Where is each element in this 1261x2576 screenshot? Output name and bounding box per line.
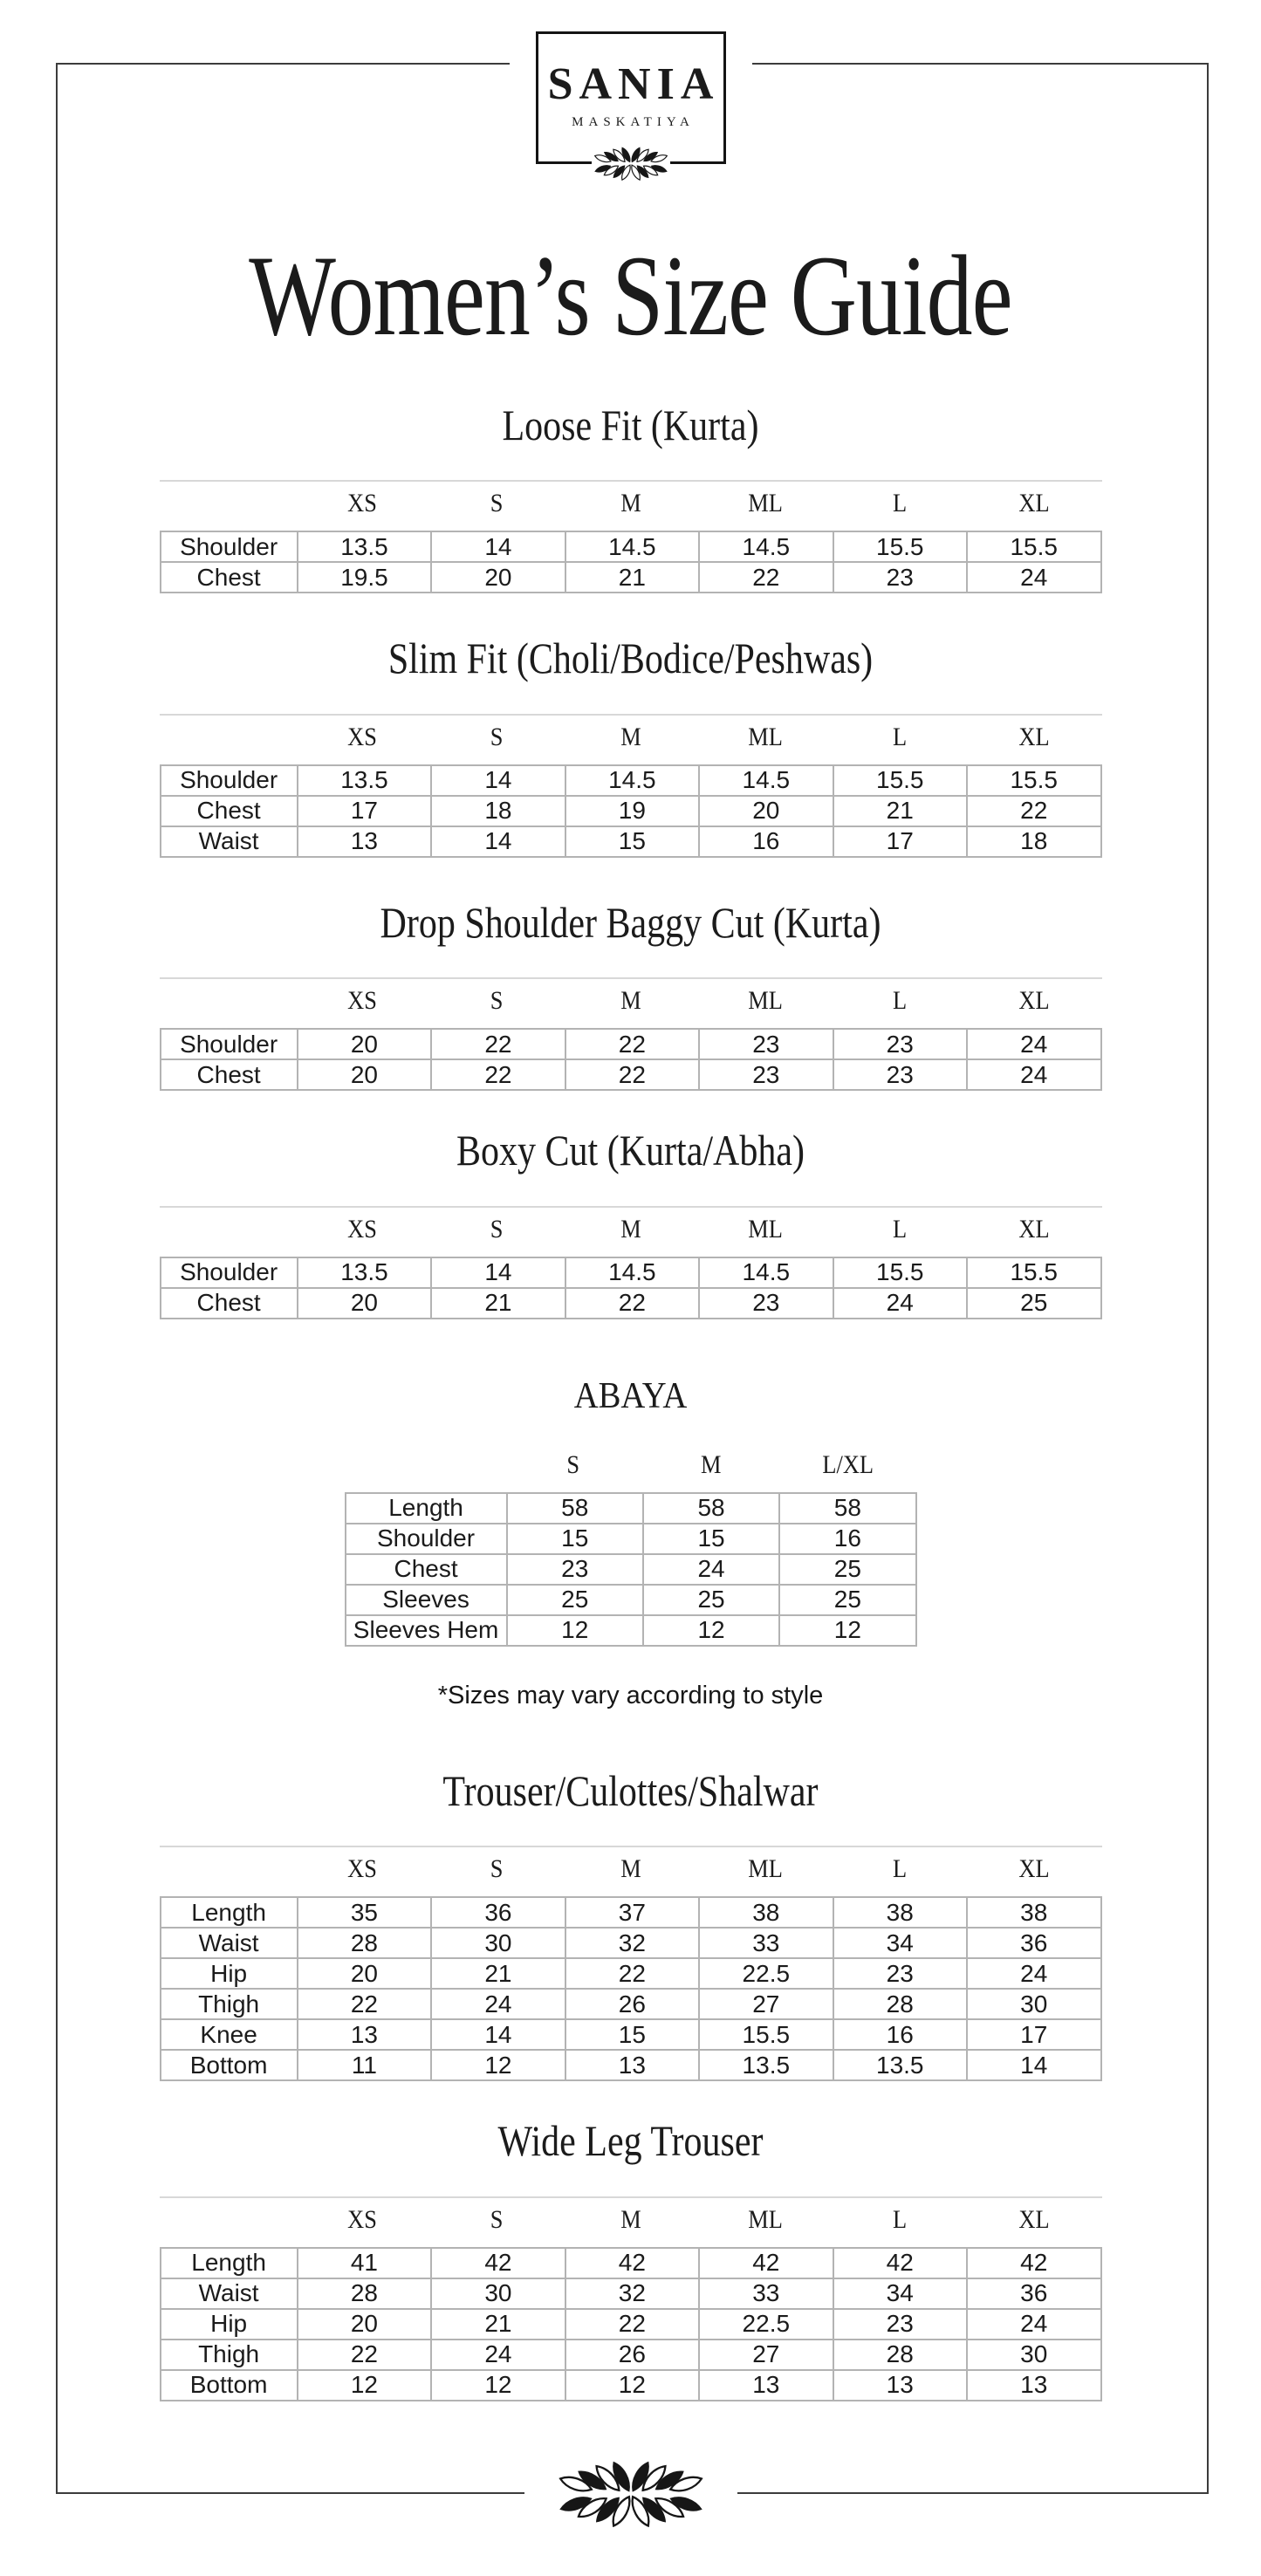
row-label: Shoulder xyxy=(346,1524,507,1554)
row-label: Waist xyxy=(161,1928,298,1958)
size-value-cell: 14.5 xyxy=(565,765,699,796)
section-title: Boxy Cut (Kurta/Abha) xyxy=(456,1126,805,1175)
section-title: Trouser/Culottes/Shalwar xyxy=(442,1765,819,1815)
size-value-cell: 23 xyxy=(507,1554,643,1585)
size-value-cell: 12 xyxy=(565,2370,699,2401)
size-value-cell: 42 xyxy=(565,2248,699,2278)
size-value-cell: 21 xyxy=(565,562,699,593)
size-value-cell: 14 xyxy=(431,765,565,796)
column-header: M xyxy=(620,722,641,751)
size-value-cell: 23 xyxy=(833,562,967,593)
size-value-cell: 16 xyxy=(699,826,833,857)
size-value-cell: 24 xyxy=(967,1059,1101,1090)
size-value-cell: 42 xyxy=(967,2248,1101,2278)
size-value-cell: 36 xyxy=(431,1897,565,1928)
page-title: Women’s Size Guide xyxy=(249,231,1012,360)
column-header: M xyxy=(700,1449,722,1479)
size-value-cell: 15.5 xyxy=(699,2019,833,2050)
row-label: Hip xyxy=(161,1958,298,1989)
row-label: Shoulder xyxy=(161,531,298,562)
column-header: XL xyxy=(1018,722,1051,751)
size-value-cell: 12 xyxy=(643,1615,779,1646)
size-value-cell: 41 xyxy=(298,2248,431,2278)
size-value-cell: 25 xyxy=(643,1585,779,1615)
column-header: XS xyxy=(347,1854,377,1884)
row-label: Length xyxy=(346,1493,507,1524)
size-value-cell: 34 xyxy=(833,2278,967,2309)
row-label: Chest xyxy=(161,562,298,593)
size-value-cell: 12 xyxy=(298,2370,431,2401)
size-value-cell: 14.5 xyxy=(565,531,699,562)
size-value-cell: 25 xyxy=(779,1554,915,1585)
size-value-cell: 14.5 xyxy=(699,531,833,562)
size-value-cell: 13 xyxy=(298,826,431,857)
section-title: Wide Leg Trouser xyxy=(497,2116,764,2166)
row-label: Sleeves Hem xyxy=(346,1615,507,1646)
size-value-cell: 30 xyxy=(967,2340,1101,2370)
column-header: ML xyxy=(748,986,784,1016)
size-value-cell: 23 xyxy=(833,1059,967,1090)
column-header: XS xyxy=(347,1214,377,1243)
column-header: XS xyxy=(347,722,377,751)
size-value-cell: 20 xyxy=(298,1288,431,1319)
brand-tagline: MASKATIYA xyxy=(572,115,695,129)
size-value-cell: 15 xyxy=(565,826,699,857)
size-value-cell: 19 xyxy=(565,796,699,826)
size-value-cell: 15.5 xyxy=(967,1257,1101,1288)
size-value-cell: 14 xyxy=(431,826,565,857)
column-header: M xyxy=(620,2204,641,2234)
size-value-cell: 20 xyxy=(298,2309,431,2340)
size-value-cell: 22 xyxy=(565,1059,699,1090)
size-value-cell: 13.5 xyxy=(298,531,431,562)
column-header: L xyxy=(893,986,908,1016)
size-value-cell: 23 xyxy=(699,1029,833,1059)
column-header: XL xyxy=(1018,986,1051,1016)
brand-logo xyxy=(510,31,752,164)
size-value-cell: 58 xyxy=(779,1493,915,1524)
size-value-cell: 22 xyxy=(298,2340,431,2370)
row-label: Shoulder xyxy=(161,1257,298,1288)
size-value-cell: 36 xyxy=(967,2278,1101,2309)
size-value-cell: 15.5 xyxy=(967,765,1101,796)
size-value-cell: 15 xyxy=(643,1524,779,1554)
size-value-cell: 14.5 xyxy=(565,1257,699,1288)
size-value-cell: 13.5 xyxy=(833,2050,967,2080)
size-value-cell: 24 xyxy=(967,2309,1101,2340)
size-value-cell: 23 xyxy=(833,1958,967,1989)
size-value-cell: 24 xyxy=(431,1989,565,2019)
column-header: XL xyxy=(1018,1854,1051,1884)
row-label: Thigh xyxy=(161,1989,298,2019)
size-value-cell: 13 xyxy=(833,2370,967,2401)
column-header: S xyxy=(490,489,504,518)
column-header: ML xyxy=(748,1214,784,1243)
size-value-cell: 58 xyxy=(507,1493,643,1524)
size-value-cell: 22 xyxy=(431,1059,565,1090)
column-header: XL xyxy=(1018,1214,1051,1243)
column-header: M xyxy=(620,1854,641,1884)
size-value-cell: 19.5 xyxy=(298,562,431,593)
size-value-cell: 15.5 xyxy=(833,531,967,562)
size-value-cell: 32 xyxy=(565,1928,699,1958)
column-header: L xyxy=(893,2204,908,2234)
size-value-cell: 24 xyxy=(431,2340,565,2370)
size-value-cell: 28 xyxy=(833,2340,967,2370)
size-value-cell: 30 xyxy=(431,1928,565,1958)
row-label: Chest xyxy=(161,1288,298,1319)
size-value-cell: 38 xyxy=(967,1897,1101,1928)
size-value-cell: 42 xyxy=(699,2248,833,2278)
size-value-cell: 14 xyxy=(431,1257,565,1288)
laurel-ornament-icon xyxy=(524,2457,737,2531)
size-value-cell: 15.5 xyxy=(967,531,1101,562)
size-value-cell: 15 xyxy=(565,2019,699,2050)
size-value-cell: 22.5 xyxy=(699,2309,833,2340)
sizes-note: *Sizes may vary according to style xyxy=(437,1681,824,1709)
row-label: Bottom xyxy=(161,2050,298,2080)
size-value-cell: 20 xyxy=(298,1059,431,1090)
size-value-cell: 20 xyxy=(298,1029,431,1059)
size-value-cell: 27 xyxy=(699,2340,833,2370)
size-value-cell: 20 xyxy=(431,562,565,593)
size-value-cell: 22 xyxy=(298,1989,431,2019)
size-value-cell: 37 xyxy=(565,1897,699,1928)
size-value-cell: 14 xyxy=(431,531,565,562)
section-title: Loose Fit (Kurta) xyxy=(502,400,759,449)
size-value-cell: 13 xyxy=(298,2019,431,2050)
size-value-cell: 28 xyxy=(298,2278,431,2309)
size-value-cell: 16 xyxy=(779,1524,915,1554)
size-value-cell: 27 xyxy=(699,1989,833,2019)
column-header: ML xyxy=(748,722,784,751)
row-label: Bottom xyxy=(161,2370,298,2401)
brand-name: SANIA xyxy=(547,59,720,109)
size-value-cell: 13 xyxy=(699,2370,833,2401)
section-title: Drop Shoulder Baggy Cut (Kurta) xyxy=(380,897,881,947)
column-header: S xyxy=(490,722,504,751)
size-value-cell: 25 xyxy=(967,1288,1101,1319)
row-label: Chest xyxy=(346,1554,507,1585)
column-header: XS xyxy=(347,489,377,518)
row-label: Sleeves xyxy=(346,1585,507,1615)
column-header: M xyxy=(620,1214,641,1243)
laurel-ornament-icon xyxy=(579,145,682,182)
section-title: Slim Fit (Choli/Bodice/Peshwas) xyxy=(387,634,874,683)
size-value-cell: 13.5 xyxy=(298,765,431,796)
size-value-cell: 14 xyxy=(967,2050,1101,2080)
size-value-cell: 15.5 xyxy=(833,1257,967,1288)
size-value-cell: 34 xyxy=(833,1928,967,1958)
size-value-cell: 24 xyxy=(643,1554,779,1585)
column-header: ML xyxy=(748,2204,784,2234)
column-header: XS xyxy=(347,2204,377,2234)
size-value-cell: 21 xyxy=(833,796,967,826)
column-header: S xyxy=(566,1449,580,1479)
size-value-cell: 25 xyxy=(779,1585,915,1615)
row-label: Shoulder xyxy=(161,1029,298,1059)
size-value-cell: 22 xyxy=(565,2309,699,2340)
size-value-cell: 15.5 xyxy=(833,765,967,796)
size-value-cell: 16 xyxy=(833,2019,967,2050)
column-header: L xyxy=(893,489,908,518)
size-value-cell: 22 xyxy=(565,1958,699,1989)
size-value-cell: 14.5 xyxy=(699,765,833,796)
row-label: Length xyxy=(161,2248,298,2278)
size-value-cell: 13 xyxy=(565,2050,699,2080)
size-value-cell: 21 xyxy=(431,1958,565,1989)
size-value-cell: 28 xyxy=(298,1928,431,1958)
size-value-cell: 24 xyxy=(967,1958,1101,1989)
size-value-cell: 24 xyxy=(967,1029,1101,1059)
column-header: XL xyxy=(1018,2204,1051,2234)
size-value-cell: 23 xyxy=(699,1288,833,1319)
row-label: Thigh xyxy=(161,2340,298,2370)
size-value-cell: 12 xyxy=(431,2370,565,2401)
size-value-cell: 25 xyxy=(507,1585,643,1615)
size-value-cell: 13 xyxy=(967,2370,1101,2401)
row-label: Hip xyxy=(161,2309,298,2340)
size-value-cell: 24 xyxy=(833,1288,967,1319)
size-value-cell: 22 xyxy=(967,796,1101,826)
size-value-cell: 11 xyxy=(298,2050,431,2080)
size-value-cell: 14.5 xyxy=(699,1257,833,1288)
size-value-cell: 33 xyxy=(699,2278,833,2309)
size-value-cell: 17 xyxy=(967,2019,1101,2050)
size-value-cell: 17 xyxy=(298,796,431,826)
size-value-cell: 38 xyxy=(833,1897,967,1928)
column-header: S xyxy=(490,2204,504,2234)
size-value-cell: 22 xyxy=(565,1288,699,1319)
row-label: Chest xyxy=(161,1059,298,1090)
size-value-cell: 30 xyxy=(967,1989,1101,2019)
size-value-cell: 14 xyxy=(431,2019,565,2050)
column-header: S xyxy=(490,986,504,1016)
column-header: XL xyxy=(1018,489,1051,518)
row-label: Waist xyxy=(161,2278,298,2309)
size-value-cell: 13.5 xyxy=(298,1257,431,1288)
size-value-cell: 26 xyxy=(565,1989,699,2019)
row-label: Knee xyxy=(161,2019,298,2050)
size-value-cell: 28 xyxy=(833,1989,967,2019)
size-value-cell: 58 xyxy=(643,1493,779,1524)
size-value-cell: 20 xyxy=(699,796,833,826)
column-header: ML xyxy=(748,1854,784,1884)
size-value-cell: 21 xyxy=(431,1288,565,1319)
size-value-cell: 33 xyxy=(699,1928,833,1958)
size-value-cell: 22 xyxy=(431,1029,565,1059)
column-header: L xyxy=(893,722,908,751)
column-header: M xyxy=(620,489,641,518)
size-value-cell: 38 xyxy=(699,1897,833,1928)
section-title: ABAYA xyxy=(573,1375,688,1416)
size-value-cell: 12 xyxy=(507,1615,643,1646)
size-value-cell: 17 xyxy=(833,826,967,857)
size-value-cell: 20 xyxy=(298,1958,431,1989)
row-label: Shoulder xyxy=(161,765,298,796)
size-value-cell: 13.5 xyxy=(699,2050,833,2080)
column-header: S xyxy=(490,1854,504,1884)
column-header: L/XL xyxy=(822,1449,874,1479)
size-value-cell: 42 xyxy=(833,2248,967,2278)
column-header: M xyxy=(620,986,641,1016)
size-value-cell: 30 xyxy=(431,2278,565,2309)
column-header: L xyxy=(893,1214,908,1243)
size-value-cell: 23 xyxy=(833,2309,967,2340)
size-value-cell: 18 xyxy=(967,826,1101,857)
column-header: L xyxy=(893,1854,908,1884)
column-header: XS xyxy=(347,986,377,1016)
size-value-cell: 22 xyxy=(565,1029,699,1059)
size-value-cell: 24 xyxy=(967,562,1101,593)
size-value-cell: 22 xyxy=(699,562,833,593)
size-value-cell: 23 xyxy=(833,1029,967,1059)
size-value-cell: 22.5 xyxy=(699,1958,833,1989)
size-value-cell: 35 xyxy=(298,1897,431,1928)
size-value-cell: 32 xyxy=(565,2278,699,2309)
size-value-cell: 12 xyxy=(431,2050,565,2080)
size-value-cell: 21 xyxy=(431,2309,565,2340)
size-value-cell: 42 xyxy=(431,2248,565,2278)
size-value-cell: 15 xyxy=(507,1524,643,1554)
size-value-cell: 26 xyxy=(565,2340,699,2370)
size-value-cell: 18 xyxy=(431,796,565,826)
row-label: Length xyxy=(161,1897,298,1928)
size-value-cell: 12 xyxy=(779,1615,915,1646)
row-label: Chest xyxy=(161,796,298,826)
brand-logo-box xyxy=(536,31,726,164)
size-value-cell: 23 xyxy=(699,1059,833,1090)
column-header: S xyxy=(490,1214,504,1243)
size-value-cell: 36 xyxy=(967,1928,1101,1958)
row-label: Waist xyxy=(161,826,298,857)
column-header: ML xyxy=(748,489,784,518)
